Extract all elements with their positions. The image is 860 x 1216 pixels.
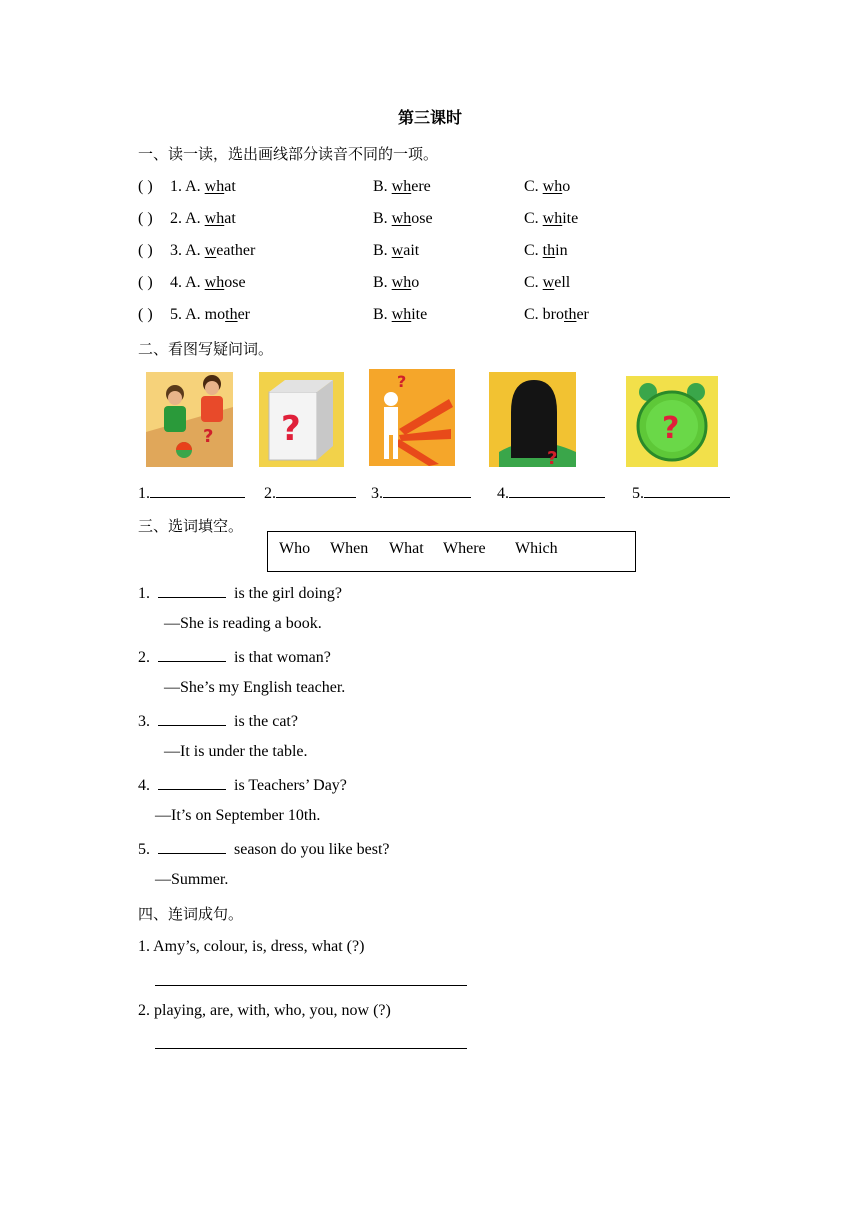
picture-answer-2[interactable]: 2. — [264, 483, 356, 503]
sentence-prompt-2: 2. playing, are, with, who, you, now (?) — [138, 1002, 391, 1019]
fill-blank[interactable] — [158, 839, 226, 854]
girl-back-picture — [489, 372, 576, 467]
section-4-heading: 四、连词成句。 — [138, 905, 244, 923]
option-c: C. brother — [524, 306, 589, 323]
answer-paren[interactable]: ( ) — [138, 274, 153, 291]
answer-paren[interactable]: ( ) — [138, 210, 153, 227]
person-direction-picture — [369, 369, 455, 466]
option-a: 1. A. what — [170, 178, 236, 195]
page-title: 第三课时 — [397, 108, 462, 127]
word-bank-item: Where — [443, 540, 486, 557]
answer-5: —Summer. — [155, 871, 229, 888]
sentence-answer-line-1[interactable] — [155, 985, 467, 986]
fill-blank[interactable] — [158, 647, 226, 662]
word-bank-item: Who — [279, 540, 311, 557]
sentence-prompt-1: 1. Amy’s, colour, is, dress, what (?) — [138, 938, 365, 955]
fill-question-4: 4. is Teachers’ Day? — [138, 777, 347, 794]
option-b: B. who — [373, 274, 420, 291]
option-c: C. well — [524, 274, 571, 291]
picture-answer-3[interactable]: 3. — [371, 483, 471, 503]
fill-question-5: 5. season do you like best? — [138, 841, 390, 858]
option-c: C. thin — [524, 242, 568, 259]
picture-answer-1[interactable]: 1. — [138, 483, 245, 503]
answer-1: —She is reading a book. — [164, 615, 322, 632]
clock-question-picture — [626, 376, 718, 467]
svg-text:?: ? — [203, 426, 214, 447]
answer-3: —It is under the table. — [164, 743, 308, 760]
svg-text:?: ? — [547, 448, 558, 467]
option-a: 3. A. weather — [170, 242, 256, 259]
fill-blank[interactable] — [158, 775, 226, 790]
fill-blank[interactable] — [158, 711, 226, 726]
fill-question-2: 2. is that woman? — [138, 649, 331, 666]
word-bank-item: What — [389, 540, 424, 557]
section-2-heading: 二、看图写疑问词。 — [138, 340, 274, 358]
section-3-heading: 三、选词填空。 — [138, 517, 244, 535]
answer-paren[interactable]: ( ) — [138, 306, 153, 323]
answer-4: —It’s on September 10th. — [155, 807, 321, 824]
fill-blank[interactable] — [158, 583, 226, 598]
option-a: 4. A. whose — [170, 274, 246, 291]
picture-answer-4[interactable]: 4. — [497, 483, 605, 503]
svg-text:?: ? — [662, 411, 680, 446]
answer-paren[interactable]: ( ) — [138, 178, 153, 195]
option-b: B. white — [373, 306, 428, 323]
fill-question-1: 1. is the girl doing? — [138, 585, 342, 602]
answer-paren[interactable]: ( ) — [138, 242, 153, 259]
option-c: C. white — [524, 210, 579, 227]
option-b: B. whose — [373, 210, 433, 227]
svg-text:?: ? — [397, 372, 407, 391]
picture-answer-5[interactable]: 5. — [632, 483, 730, 503]
word-bank-item: When — [330, 540, 369, 557]
answer-2: —She’s my English teacher. — [164, 679, 346, 696]
two-boys-with-ball-picture — [146, 372, 233, 467]
section-1-heading: 一、读一读，选出画线部分读音不同的一项。 — [138, 145, 439, 163]
option-b: B. where — [373, 178, 431, 195]
option-c: C. who — [524, 178, 571, 195]
option-a: 2. A. what — [170, 210, 236, 227]
option-b: B. wait — [373, 242, 420, 259]
word-bank-box — [267, 531, 636, 572]
sentence-answer-line-2[interactable] — [155, 1048, 467, 1049]
fill-question-3: 3. is the cat? — [138, 713, 298, 730]
svg-text:?: ? — [281, 409, 301, 449]
box-question-picture — [259, 372, 344, 467]
word-bank-item: Which — [515, 540, 558, 557]
option-a: 5. A. mother — [170, 306, 251, 323]
